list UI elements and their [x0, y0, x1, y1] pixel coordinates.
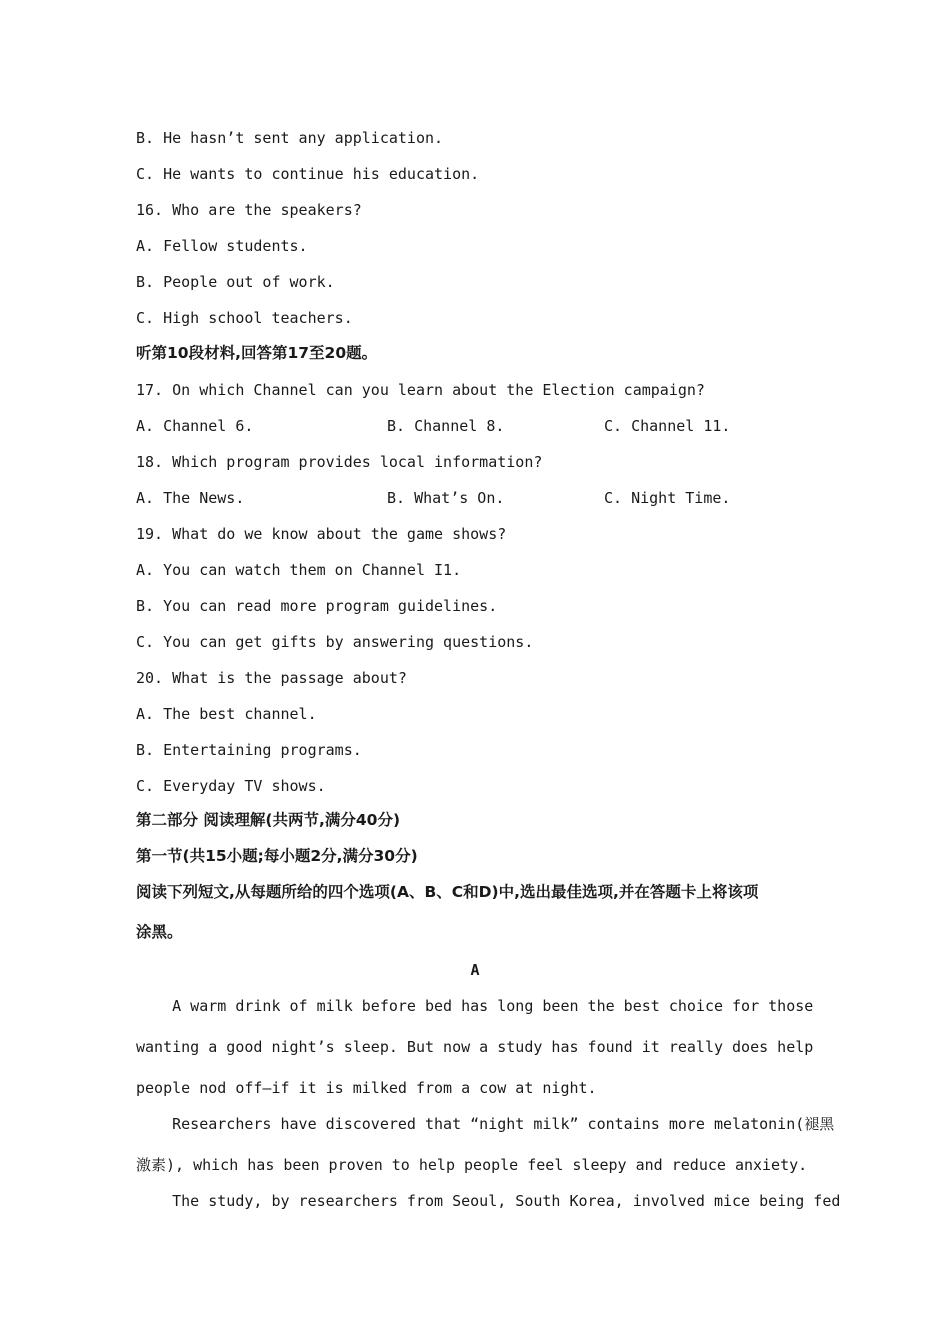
passage-p3-line1: The study, by researchers from Seoul, South Korea, involved mice being fed [136, 1192, 841, 1210]
passage-p1-line1: A warm drink of milk before bed has long been the best choice for those [136, 997, 814, 1015]
q17-option-a: A. Channel 6. [136, 417, 254, 435]
q18-question: 18. Which program provides local information? [136, 453, 543, 471]
q18-option-b: B. What’s On. [387, 489, 505, 507]
section10-instruction: 听第10段材料,回答第17至20题。 [136, 344, 378, 362]
passage-heading: A [470, 961, 480, 979]
passage-p2-line1: Researchers have discovered that “night milk” contains more melatonin(褪黑 [136, 1115, 835, 1133]
passage-p1-line2: wanting a good night’s sleep. But now a study has found it really does help [136, 1038, 814, 1056]
q16-question: 16. Who are the speakers? [136, 201, 362, 219]
q16-option-c: C. High school teachers. [136, 309, 353, 327]
part2-title: 第二部分 阅读理解(共两节,满分40分) [136, 811, 401, 829]
q18-option-a: A. The News. [136, 489, 245, 507]
part2-instruction-line1: 阅读下列短文,从每题所给的四个选项(A、B、C和D)中,选出最佳选项,并在答题卡上将该项 [136, 883, 759, 901]
q16-option-a: A. Fellow students. [136, 237, 308, 255]
q20-option-b: B. Entertaining programs. [136, 741, 362, 759]
q17-option-c: C. Channel 11. [604, 417, 731, 435]
q20-option-c: C. Everyday TV shows. [136, 777, 326, 795]
q19-option-c: C. You can get gifts by answering questions. [136, 633, 534, 651]
q18-option-c: C. Night Time. [604, 489, 731, 507]
q20-question: 20. What is the passage about? [136, 669, 407, 687]
q19-option-b: B. You can read more program guidelines. [136, 597, 498, 615]
q19-option-a: A. You can watch them on Channel I1. [136, 561, 462, 579]
q17-option-b: B. Channel 8. [387, 417, 505, 435]
part2-instruction-line2: 涂黑。 [136, 923, 183, 941]
q20-option-a: A. The best channel. [136, 705, 317, 723]
q15-option-b: B. He hasn’t sent any application. [136, 129, 444, 147]
part2-section1-title: 第一节(共15小题;每小题2分,满分30分) [136, 847, 418, 865]
q16-option-b: B. People out of work. [136, 273, 335, 291]
passage-p2-line2: 激素), which has been proven to help people feel sleepy and reduce anxiety. [136, 1156, 808, 1174]
passage-p1-line3: people nod off—if it is milked from a cow at night. [136, 1079, 597, 1097]
q17-question: 17. On which Channel can you learn about the Election campaign? [136, 381, 705, 399]
q19-question: 19. What do we know about the game shows? [136, 525, 507, 543]
q15-option-c: C. He wants to continue his education. [136, 165, 480, 183]
